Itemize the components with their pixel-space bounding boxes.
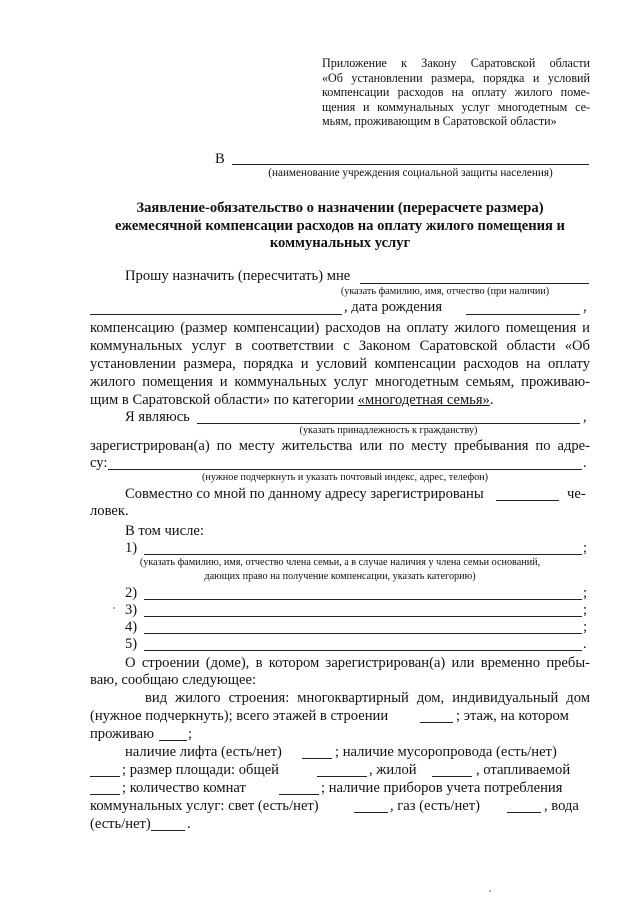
members-caption-line: дающих право на получение компенсации, указать категорию) [204, 571, 476, 582]
registration-address-field[interactable] [108, 469, 582, 470]
citizenship-label: Я являюсь [125, 409, 190, 425]
floor-label: проживаю [90, 726, 155, 742]
water-field[interactable] [151, 830, 185, 831]
scan-speck [113, 607, 115, 609]
birth-date-label: , дата рождения [344, 299, 443, 315]
appendix-line: компенсации расходов на оплату жилого поме- [322, 85, 590, 100]
total-floors-field[interactable] [420, 722, 453, 723]
registration-line: зарегистрирован(а) по месту жительства или по месту пребывания по адре- [90, 438, 590, 454]
member-number: 3) [125, 602, 138, 618]
elevator-label: наличие лифта (есть/нет) [125, 744, 282, 760]
building-type-text: (нужное подчеркнуть); всего этажей в строении [90, 708, 389, 724]
applicant-name-caption: (указать фамилию, имя, отчество (при наличии) [340, 286, 550, 297]
area-heated-label: , отапливаемой [476, 762, 571, 778]
body-line: жилого помещения и коммунальных услуг многодетным семьям, проживаю- [90, 374, 590, 390]
title-line: Заявление-обязательство о назначении (перерасчете размера) [136, 200, 544, 216]
category-line: щим в Саратовской области» по категории «многодетная семья». [90, 392, 494, 408]
member-field-4[interactable] [144, 633, 582, 634]
appendix-line: мьям, проживающим в Саратовской области» [322, 114, 557, 129]
garbage-chute-label: ; наличие мусоропровода (есть/нет) [335, 744, 557, 760]
member-field-5[interactable] [144, 650, 582, 651]
members-heading: В том числе: [125, 523, 204, 539]
building-intro-line: ваю, сообщаю следующее: [90, 672, 257, 688]
member-number: 4) [125, 619, 138, 635]
garbage-chute-field[interactable] [90, 776, 120, 777]
applicant-name-field[interactable] [360, 283, 589, 284]
cohabitants-line-end: ловек. [90, 503, 129, 519]
member-field-3[interactable] [144, 616, 582, 617]
building-intro-line: О строении (доме), в котором зарегистрирован(а) или временно пребы- [125, 655, 590, 671]
meters-label: ; наличие приборов учета потребления [321, 780, 563, 796]
area-living-label: , жилой [369, 762, 417, 778]
member-field-1[interactable] [144, 554, 582, 555]
rooms-label: ; количество комнат [122, 780, 246, 796]
registration-address-label: су: [90, 455, 108, 471]
area-heated-field[interactable] [90, 794, 120, 795]
appendix-note [322, 56, 590, 129]
cohabitants-suffix: че- [567, 486, 586, 502]
member-number: 1) [125, 540, 138, 556]
member-number: 2) [125, 585, 138, 601]
floor-field[interactable] [159, 740, 187, 741]
member-field-2[interactable] [144, 599, 582, 600]
scan-speck [489, 890, 491, 892]
cohabitants-count-field[interactable] [496, 500, 559, 501]
appendix-line: щения и коммунальных услуг многодетным се- [322, 99, 590, 114]
recipient-prefix: В [215, 151, 225, 167]
cohabitants-line: Совместно со мной по данному адресу зарегистрированы [125, 486, 484, 502]
body-line: коммунальных услуг в соответствии с Законом Саратовской области «Об [90, 338, 590, 354]
electricity-field[interactable] [354, 812, 388, 813]
electricity-label: коммунальных услуг: свет (есть/нет) [90, 798, 319, 814]
rooms-field[interactable] [279, 794, 319, 795]
birth-date-field[interactable] [466, 314, 580, 315]
area-total-field[interactable] [317, 776, 367, 777]
document-page: Приложение к Закону Саратовской области «Об установлении размера, порядка и условий компенсации расходов на оплату жилого поме- щения и коммунальных услуг многодетным се- мьям, проживающим в Саратовской области» В (наименование учреждения социальной защиты населения) Заявление-обязательство о назначении (перерасчете размера) ежемесячной компенсации расходов на оплату жилого помещения и коммунальных услуг Прошу назначить (пересчитать) мне (указать фамилию, имя, отчество (при наличии) , дата рождения , компенсацию (размер компенсации) расходов на оплату жилого помещения и коммунальных услуг в соответствии с Законом Саратовской области «Об установлении размера, порядка и условий компенсации расходов на оплату жилого помещения и коммунальных услуг многодетным семьям, проживаю- щим в Саратовской области» по категории «многодетная семья». Я являюсь , (указать принадлежность к гражданству) зарегистрирован(а) по месту жительства или по месту пребывания по адре- су: . (нужное подчеркнуть и указать почтовый индекс, адрес, телефон) Совместно со мной по данному адресу зарегистрированы че- ловек. В том числе: 1) ; (указать фамилию, имя, отчество члена семьи, а в случае наличия у члена семьи оснований, дающих право на получение компенсации, указать категорию) 2) ; 3) ; 4) ; 5) . О строении (доме), в котором зарегистрирован(а) или временно пребы- ваю, сообщаю следующее: вид жилого строения: многоквартирный дом, индивидуальный дом (нужное подчеркнуть); всего этажей в строении ; этаж, на котором проживаю ; наличие лифта (есть/нет) ; наличие мусоропровода (есть/нет) ; размер площади: общей , жилой , отапливаемой ; количество комнат ; наличие приборов учета потребления коммунальных услуг: свет (есть/нет) , газ (есть/нет) , вода (есть/нет) . [0, 0, 640, 905]
members-caption-line: (указать фамилию, имя, отчество члена семьи, а в случае наличия у члена семьи оснований, [139, 557, 541, 568]
water-status-label: (есть/нет) [90, 816, 151, 832]
area-living-field[interactable] [432, 776, 472, 777]
document-title [90, 200, 590, 253]
category-link[interactable]: «многодетная семья» [357, 392, 490, 408]
area-total-label: ; размер площади: общей [122, 762, 279, 778]
appendix-line: «Об установлении размера, порядка и условий [322, 70, 590, 85]
water-label: , вода [544, 798, 579, 814]
recipient-caption: (наименование учреждения социальной защиты населения) [268, 167, 553, 179]
building-type-text: ; этаж, на котором [456, 708, 569, 724]
citizenship-caption: (указать принадлежность к гражданству) [299, 425, 478, 436]
member-number: 5) [125, 636, 138, 652]
appendix-line: Приложение к Закону Саратовской области [322, 56, 590, 70]
elevator-field[interactable] [302, 758, 332, 759]
request-lead: Прошу назначить (пересчитать) мне [125, 268, 351, 284]
title-line: ежемесячной компенсации расходов на оплату жилого помещения и [115, 217, 565, 234]
gas-field[interactable] [507, 812, 541, 813]
building-type-line: вид жилого строения: многоквартирный дом, индивидуальный дом [145, 690, 590, 706]
citizenship-field[interactable] [197, 423, 580, 424]
registration-caption: (нужное подчеркнуть и указать почтовый индекс, адрес, телефон) [201, 472, 489, 483]
body-line: компенсацию (размер компенсации) расходов на оплату жилого помещения и [90, 320, 590, 336]
gas-label: , газ (есть/нет) [390, 798, 480, 814]
title-line: коммунальных услуг [269, 235, 411, 251]
recipient-field[interactable] [232, 164, 589, 165]
applicant-name-continuation-field[interactable] [90, 314, 342, 315]
body-line: установлении размера, порядка и условий компенсации расходов на оплату [90, 356, 590, 372]
